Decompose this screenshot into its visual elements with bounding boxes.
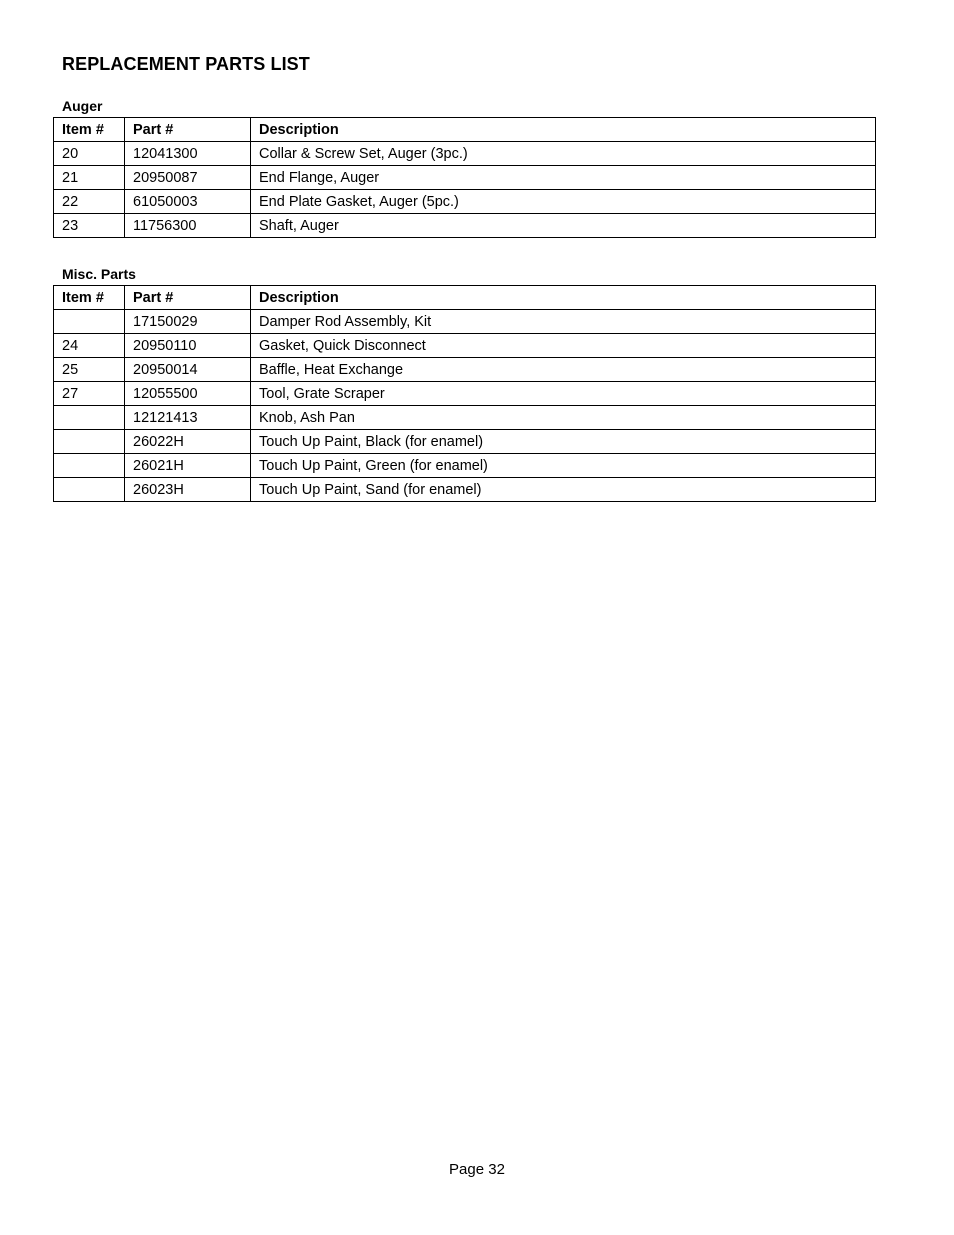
part-number-cell: 20950087 [125,166,251,190]
part-number-cell: 26022H [125,430,251,454]
item-number-cell: 20 [54,142,125,166]
part-number-cell: 61050003 [125,190,251,214]
description-cell: Tool, Grate Scraper [251,382,876,406]
table-row [54,430,876,454]
description-cell: End Plate Gasket, Auger (5pc.) [251,190,876,214]
table-row [54,334,876,358]
part-number-cell: 12041300 [125,142,251,166]
description-cell: Knob, Ash Pan [251,406,876,430]
description-cell: Touch Up Paint, Black (for enamel) [251,430,876,454]
table-row [54,166,876,190]
part-number-cell: 11756300 [125,214,251,238]
table-row [54,406,876,430]
item-number-cell: 23 [54,214,125,238]
item-number-cell [54,430,125,454]
table-row [54,478,876,502]
table-row [54,310,876,334]
column-header-part: Part # [125,118,251,142]
part-number-cell: 12121413 [125,406,251,430]
item-number-cell: 22 [54,190,125,214]
table-row [54,190,876,214]
misc-parts-table [53,285,876,502]
column-header-item: Item # [54,286,125,310]
column-header-description: Description [251,118,876,142]
part-number-cell: 26023H [125,478,251,502]
section-heading-misc-parts: Misc. Parts [62,266,136,282]
item-number-cell [54,406,125,430]
part-number-cell: 17150029 [125,310,251,334]
description-cell: Touch Up Paint, Sand (for enamel) [251,478,876,502]
part-number-cell: 20950110 [125,334,251,358]
item-number-cell [54,454,125,478]
item-number-cell: 24 [54,334,125,358]
page-number: Page 32 [449,1161,505,1178]
item-number-cell [54,310,125,334]
item-number-cell [54,478,125,502]
section-heading-auger: Auger [62,98,103,114]
auger-parts-table [53,117,876,238]
page-title: REPLACEMENT PARTS LIST [62,54,310,74]
description-cell: End Flange, Auger [251,166,876,190]
table-row [54,214,876,238]
description-cell: Damper Rod Assembly, Kit [251,310,876,334]
description-cell: Baffle, Heat Exchange [251,358,876,382]
part-number-cell: 12055500 [125,382,251,406]
item-number-cell: 21 [54,166,125,190]
misc-parts-section [53,266,876,502]
description-cell: Shaft, Auger [251,214,876,238]
part-number-cell: 20950014 [125,358,251,382]
description-cell: Gasket, Quick Disconnect [251,334,876,358]
column-header-item: Item # [54,118,125,142]
table-header-row [54,118,876,142]
description-cell: Collar & Screw Set, Auger (3pc.) [251,142,876,166]
item-number-cell: 25 [54,358,125,382]
description-cell: Touch Up Paint, Green (for enamel) [251,454,876,478]
column-header-description: Description [251,286,876,310]
auger-section [53,98,876,238]
table-row [54,142,876,166]
item-number-cell: 27 [54,382,125,406]
table-row [54,382,876,406]
table-row [54,454,876,478]
table-header-row [54,286,876,310]
table-row [54,358,876,382]
part-number-cell: 26021H [125,454,251,478]
column-header-part: Part # [125,286,251,310]
